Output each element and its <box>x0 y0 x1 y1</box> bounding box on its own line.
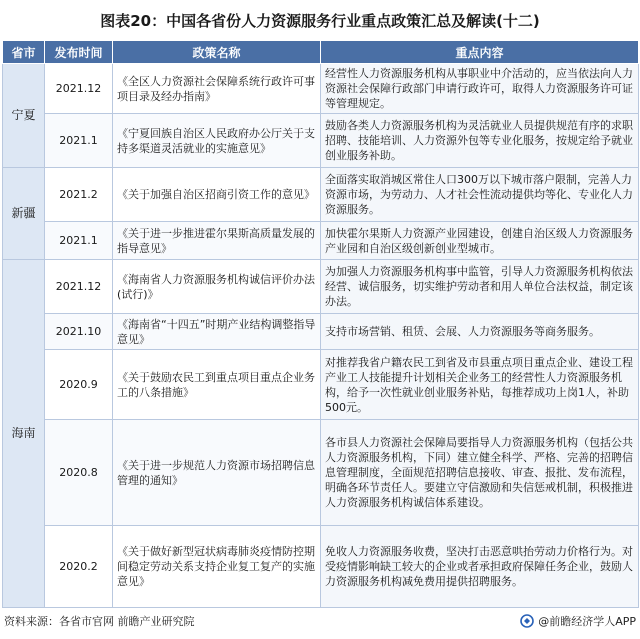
policy-name-cell: 《关于做好新型冠状病毒肺炎疫情防控期间稳定劳动关系支持企业复工复产的实施意见》 <box>113 526 321 608</box>
policy-name-cell: 《关于进一步规范人力资源市场招聘信息管理的通知》 <box>113 420 321 526</box>
date-cell: 2021.2 <box>45 168 113 222</box>
key-content-cell: 各市县人力资源社会保障局要指导人力资源服务机构（包括公共人力资源服务机构，下同）建立健全科学、严格、完善的招聘信息管理制度，全面规范招聘信息接收、审查、报批、发布流程，明确各环节责任人。要建立守信激励和失信惩戒机制，积极推进人力资源服务机构诚信体系建设。 <box>321 420 639 526</box>
header-province: 省市 <box>3 41 45 64</box>
table-row <box>3 526 639 608</box>
province-cell: 新疆 <box>3 168 45 260</box>
table-row <box>3 222 639 260</box>
table-row <box>3 314 639 350</box>
table-row <box>3 168 639 222</box>
policy-table <box>2 40 639 608</box>
table-header-row <box>3 41 639 64</box>
date-cell: 2021.12 <box>45 260 113 314</box>
policy-name-cell: 《海南省“十四五”时期产业结构调整指导意见》 <box>113 314 321 350</box>
figure-title: 图表20：中国各省份人力资源服务行业重点政策汇总及解读(十二) <box>100 11 540 30</box>
table-row <box>3 64 639 114</box>
key-content-cell: 鼓励各类人力资源服务机构为灵活就业人员提供规范有序的求职招聘、技能培训、人力资源外包等专业化服务，按规定给予就业创业服务补助。 <box>321 114 639 168</box>
date-cell: 2021.1 <box>45 222 113 260</box>
key-content-cell: 加快霍尔果斯人力资源产业园建设，创建自治区级人力资源服务产业园和自治区级创新创业型城市。 <box>321 222 639 260</box>
date-cell: 2020.8 <box>45 420 113 526</box>
policy-name-cell: 《全区人力资源社会保障系统行政许可事项目录及经办指南》 <box>113 64 321 114</box>
brand-text: @前瞻经济学人APP <box>538 615 636 628</box>
policy-name-cell: 《海南省人力资源服务机构诚信评价办法(试行)》 <box>113 260 321 314</box>
date-cell: 2020.9 <box>45 350 113 420</box>
policy-name-cell: 《关于进一步推进霍尔果斯高质量发展的指导意见》 <box>113 222 321 260</box>
table-row <box>3 260 639 314</box>
date-cell: 2021.10 <box>45 314 113 350</box>
date-cell: 2021.1 <box>45 114 113 168</box>
policy-name-cell: 《宁夏回族自治区人民政府办公厅关于支持多渠道灵活就业的实施意见》 <box>113 114 321 168</box>
table-row <box>3 420 639 526</box>
policy-name-cell: 《关于鼓励农民工到重点项目重点企业务工的八条措施》 <box>113 350 321 420</box>
date-cell: 2021.12 <box>45 64 113 114</box>
header-key-content: 重点内容 <box>321 41 639 64</box>
key-content-cell: 为加强人力资源服务机构事中监管，引导人力资源服务机构依法经营、诚信服务，切实维护劳动者和用人单位合法权益，制定该办法。 <box>321 260 639 314</box>
policy-name-cell: 《关于加强自治区招商引资工作的意见》 <box>113 168 321 222</box>
table-row <box>3 114 639 168</box>
key-content-cell: 免收人力资源服务收费，坚决打击恶意哄抬劳动力价格行为。对受疫情影响缺工较大的企业或者承担政府保障任务企业，鼓励人力资源服务机构减免费用提供招聘服务。 <box>321 526 639 608</box>
key-content-cell: 对推荐我省户籍农民工到省及市县重点项目重点企业、建设工程产业工人技能提升计划相关企业务工的经营性人力资源服务机构，给予一次性就业创业服务补贴，每推荐成功上岗1人，补助500元。 <box>321 350 639 420</box>
header-policy-name: 政策名称 <box>113 41 321 64</box>
source-note: 资料来源：各省市官网 前瞻产业研究院 <box>4 615 195 628</box>
key-content-cell: 支持市场营销、租赁、会展、人力资源服务等商务服务。 <box>321 314 639 350</box>
brand-logo-icon <box>520 614 534 628</box>
key-content-cell: 经营性人力资源服务机构从事职业中介活动的，应当依法向人力资源社会保障行政部门申请行政许可，取得人力资源服务许可证等管理规定。 <box>321 64 639 114</box>
header-date: 发布时间 <box>45 41 113 64</box>
date-cell: 2020.2 <box>45 526 113 608</box>
footer <box>4 610 636 632</box>
key-content-cell: 全面落实取消城区常住人口300万以下城市落户限制，完善人力资源市场，为劳动力、人才社会性流动提供均等化、专业化人力资源服务。 <box>321 168 639 222</box>
table-row <box>3 350 639 420</box>
province-cell: 宁夏 <box>3 64 45 168</box>
province-cell: 海南 <box>3 260 45 608</box>
brand-credit <box>520 613 636 629</box>
